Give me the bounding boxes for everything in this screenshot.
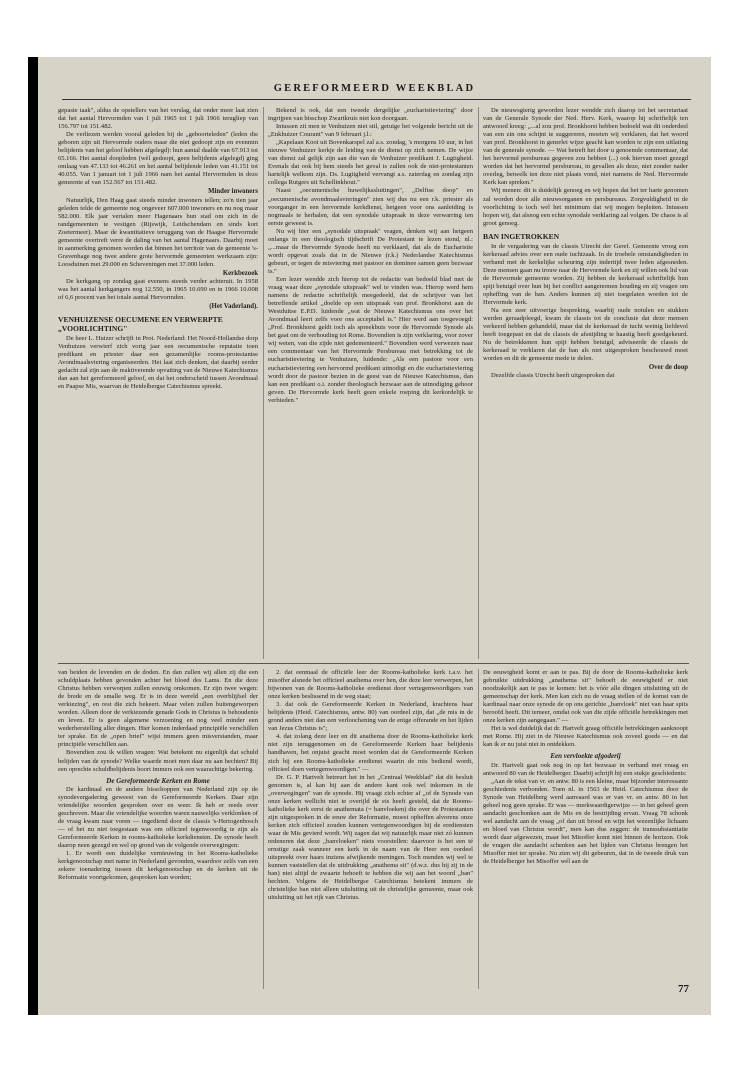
paragraph: „Kapelaan Koot uit Bovenkarspel zal a.s. zondag, 's morgens 10 uur, in het nieuwe Venhuizer kerkje de leiding van de dienst op zich nemen. De wijze van dienst zal gelijk zijn aan die van de Venhuizer predikant J. Lugtigheid. Evenals dat ook bij hem steeds het geval is zullen ook de niet-protestanten hartelijk welkom zijn. Ds. Lugtigheid vervangt a.s. zaterdag en zondag zijn collega Rutgers uit Schellinkhout." bbox=[268, 139, 473, 187]
paragraph: Nu wij hier een „synodale uitspraak" vragen, denken wij aan hetgeen onlangs in een theologisch tijdschrift De Protestant te lezen stond, nl.: „...maar de Hervormde Synode heeft nu verklaard, dat als de Eucharistie wordt opgevat zoals dat in de Nieuwe (r.k.) Nederlandse Katechismus gebeurt, er tegen de misviering met pastoor en dominee samen geen bezwaar is." bbox=[268, 227, 473, 275]
column-divider bbox=[263, 669, 264, 989]
subheading-vervloekte-afgoderij: Een vervloekte afgoderij bbox=[550, 752, 621, 761]
paragraph: Naast „oecumenische huwelijkssluitingen", „Delftse doop" en „oecumenische avondmaalsvieringen" zien wij dus nu een r.k. priester als voorganger in een hervormde kerkdienst, hetgeen voor ons aanleiding is nogmaals te herhalen, dat een synodale uitspraak in deze verwarring ten eerste geweest is. bbox=[268, 187, 473, 227]
column-1 bbox=[58, 107, 258, 659]
paragraph: van beiden de levenden en de doden. En dan zullen wij allen zij die een schuldplaats hebben gevonden achter het bloed des Lams. En die deze Christus hebben verworpen zullen eeuwig omkomen. Er zijn twee wegen: de brede en de smalle weg. Er is in deze wereld „een overblijfsel der verkiezing", en rest die zich bekeert. Maar velen zullen buitengeworpen worden. Alleen door de verkiezende genade Gods in Christus is behoudenis en leven. Er is geen algemene verzoening en nog veel minder een wederherstelling aller dingen. Hier komen inderdaad principiële verschillen ter sprake. En de „open brief" wijst immers geen misverstanden, maar principiële verschillen aan. bbox=[58, 669, 258, 749]
subheading-kerken-en-rome: De Gereformeerde Kerken en Rome bbox=[106, 776, 210, 785]
column-6 bbox=[483, 669, 688, 989]
header-rule bbox=[62, 99, 691, 100]
paragraph: Bekend is ook, dat een tweede dergelijke „eucharistieviering" door ingrijpen van bisschop Zwartkruis niet kon doorgaan. bbox=[268, 107, 473, 123]
column-4 bbox=[58, 669, 258, 989]
article-heading-venhuizen: VENHUIZENSE OECUMENE EN VERWERPTE „VOORLICHTING" bbox=[58, 315, 223, 334]
paragraph: Dr. G. P. Hartvelt betreurt het in het „Centraal Weekblad" dat dit besluit genomen is, al kan hij aan de andere kant ook wel inkomen in de „overwegingen" van de synode. Hij vraagt zich echter af „of de Synode van onze kerken wellicht niet te overijld de eis heeft gesteld, dat de Rooms-katholieke kerk eerst de anathemata (= banvloeken) die over de Protestanten zijn uitgesproken in de eeuw der Reformatie, moest opheffen alvorens onze kerken zich officieel zouden kunnen vertegenwoordigen bij de erediensten waar de Mis gevierd wordt. Wij zagen dat wij natuurlijk maar niet zó kunnen redeneren dat deze „banvloeken" niets voorstellen: daarvoor is het een té ernstige zaak wanneer een kerk in de naam van de Heer een oordeel uitspreekt over haars inziens afwijkende meningen. Toch menden wij wel te kunnen vaststellen dat de uitdrukking „anathema sit" (d.w.z. dus hij zij in de ban) niet altijd de zwaarte behoeft te hebben die wij aan het woord „ban" hechten. Volgens de Heidelbergse Catechismus betekent immers de christelijke ban niet alleen uitsluiting uit de christelijke gemeente, maar ook uitsluiting uit het rijk van Christus. bbox=[268, 773, 473, 902]
paragraph: gepaste taak", aldus de opstellers van het verslag, dat onder meer laat zien dat het aantal Hervormden van 1 juli 1965 tot 1 juli 1966 terugliep van 156.797 tot 151.482. bbox=[58, 107, 258, 131]
paragraph: Natuurlijk, Den Haag gaat steeds minder inwoners tellen; zo'n tien jaar geleden telde de gemeente nog ongeveer 607.000 inwoners en nu nog maar 582.000. Elk jaar vertalen meer Hagenaars hun stad om zich in de randgemeenten te vestigen (Rijswijk, Leidschendam en sinds kort Zoetermeer). Maar de kwantitatieve teruggang van de Haagse Hervormde gemeente overtreft verre de daling van het aantal Hagenaars. Daarbij moet in aanmerking genomen worden dat binnen het territoir van de gemeente 's-Gravenhage nog twee andere grote hervormde gemeenten werkzaam zijn: Loosduinen met 29.000 en Scheveningen met 37.000 leden. bbox=[58, 196, 258, 268]
paragraph: Dezelfde classis Utrecht heeft uitgesproken dat bbox=[491, 372, 615, 380]
paragraph: Het is wel duidelijk dat dr. Hartvelt graag officiële betrekkingen aanknoopt met Rome. Hij ziet in de Nieuwe Katechismus ook zoveel goeds — en dat kan ik er nu juist niet in ontdekken. bbox=[483, 725, 688, 749]
subheading-over-de-doop: Over de doop bbox=[648, 364, 688, 372]
paragraph: Bovendien zou ik willen vragen: Wat betekent nu eigenlijk dat schuld belijden van de synode? Welke waarde moet men daar nu aan hechten? Bij een oprechte schuldbelijdenis hoort immers ook een waarachtige bekering. bbox=[58, 749, 258, 773]
paragraph: In de vergadering van de classis Utrecht der Geref. Gemeente vroeg een kerkeraad advies over een oude tuchtzaak. In de troebele omstandigheden in verband met de kerkelijke scheuring zijn indertijd twee leden afgesneden. Deze mensen gaan nu trouw naar de Hervormde kerk en zij willen ook lid van de Hervormde gemeente worden. Zij hebben de kerkeraad schriftelijk hun spijt betuigd over hun bij het conflict aangenomen houding en zij vragen om opheffing van de ban. Anders kunnen zij niet toegelaten worden tot de Hervormde kerk. bbox=[483, 242, 688, 307]
subheading-minder-inwoners: Minder inwoners bbox=[208, 188, 258, 196]
paragraph: 1. Er wordt een duidelijke vernieuwing in het Rooms-katholieke kerkgenootschap met name in Nederland gevonden, waardoor zelfs van een zekere toenadering tussen dit kerkgenootschap en de kerken uit de Reformatie voortgekomen, gesproken kan worden; bbox=[58, 850, 258, 882]
newspaper-page bbox=[38, 57, 711, 1015]
paragraph: De nieuwsgierig geworden lezer wendde zich daarop tot het secretariaat van de Generale Synode der Ned. Herv. Kerk, waarop hij schriftelijk ten antwoord kreeg: „...al zou prof. Bronkhorst hebben bedoeld wat dit onderdeel van een zin ons schijnt te suggereren, moeten wij verklaren, dat het woord van prof. Bronkhorst in generlei wijze geacht kan worden te zijn een uitlating van de generale synode. — Wat betreft het door u genoemde commentaar, dat het hervormd persbureau gegeven zou hebben (...) ook hiervan moet gezegd worden dat het hervormd persbureau, in gevallen als deze, niet zonder nader overleg, betwelk ten deze niet plaats vond, niet namens de Ned. Hervormde Kerk kan spreken." bbox=[483, 107, 688, 187]
source-credit: (Het Vaderland). bbox=[209, 303, 258, 311]
running-header: GEREFORMEERD WEEKBLAD bbox=[273, 83, 476, 94]
paragraph: Wij menen: dit is duidelijk genoeg en wij hopen dat het ter harte genomen zal worden door alle nieuwsorganen en persbureaus. Zorgvuldigheid in de voorlichting is toch wel het minimum dat wij mogen bepleiten. Intussen hopen wij, dat alsnog een echte synodale verklaring zal volgen. De chaos is al groot genoeg. bbox=[483, 187, 688, 227]
column-3 bbox=[483, 107, 688, 659]
page-number: 77 bbox=[678, 983, 689, 995]
paragraph: De kardinaal en de andere bisschoppen van Nederland zijn op de synodevergadering geweest van de Gereformeerde Kerken. Daar zijn vriendelijke woorden gesproken over en weer. Ik heb er reeds over geschreven. Maar die vriendelijke woorden waren nauwelijks verklonken of de vraag kwam naar voren — ingediend door de classis 's-Hertogenbosch — of het nu niet toegestaan was om officieel tegenwoordig te zijn als Gereformeerde Kerken in rooms-katholieke kerkdiensten. De synode heeft daarop neen gezegd en wel op grond van de volgende overwegingen: bbox=[58, 785, 258, 849]
paragraph: De eeuwigheid komt er aan te pas. Bij de door de Rooms-katholieke kerk gebruikte uitdrukking „anathema sit" behoeft de eeuwigheid er niet noodzakelijk aan te pas te komen: het is vóór alle dingen uitsluiting uit de gemeenschap der kerk. Men kan zich nu de vraag stellen of de komst van de kardinaal naar onze synode de op ons gerichte „banvloek" niet van haar spits beroofd heeft. Dit temeer, omdat ook van die zijde officiële betrekkingen met onze kerken zijn aangegaan." — bbox=[483, 669, 688, 725]
column-2 bbox=[268, 107, 473, 659]
paragraph: „Aan de tekst van vr. en antw. 80 is een kleine, maar bijzonder interessante geschiedenis verbonden. Toen nl. in 1563 de Heid. Catechismus door de Synode van Heidelberg werd aanvaard was er van vr. en antw. 80 in het geheel nog geen sprake. Er was — merkwaardigerwijze — in het geheel geen aandacht geschonken aan de Mis en de bestrijding ervan. Vraag 78 schonk wel aandacht aan de vraag „of dan uit brood en wijn het wezenlijke lichaam en bloed van Christus wordt", men kan dus zeggen: de transsubstantiatie wordt daar afgewezen, maar het Misoffer komt niet binnen de horizon. Ook de vragen die aandacht schenken aan het lijden van Christus brengen het Misoffer niet ter sprake. Nu zien wij dit gebeuren, dat in de tweede druk van de Heidelberger het Misoffer wél aan de bbox=[483, 777, 688, 866]
paragraph: 4. dat zolang deze leer en dit anathema door de Rooms-katholieke kerk niet zijn teruggenomen en de Gereformeerde Kerken haar belijdenis handhaven, het onjuist geacht moet worden dat de Gereformeerde Kerken zich bij een Rooms-katholieke eredienst waarin de mis bediend wordt, officieel doen vertegenwoordigen." — bbox=[268, 733, 473, 773]
scanned-page-frame bbox=[28, 57, 711, 1015]
paragraph: De heer L. Huizer schrijft in Prot. Nederland: Het Noord-Hollandse dorp Venhuizen verwierf zich vorig jaar een oecumenische reputatie toen predikant en priester daar een gezamenlijke rooms-protestantse Avondmaalsviering organiseerden. Het laat zich denken, dat daarbij eerder gedacht zal zijn aan de reaktiverende opvatting van de Nieuwe Katechismus dan aan het gereformeerd geloof, en dat het onderscheid tussen Avondmaal en Paapse Mis, waarvan de Heidelbergse Catechismus spreekt. bbox=[58, 335, 258, 391]
paragraph: 2. dat eenmaal de officiële leer der Rooms-katholieke kerk t.a.v. het misoffer alsnede het officieel anathema over hen, die deze leer verwerpen, het bijwonen van de Rooms-katholieke eredienst door vertegenwoordigers van onze kerken beslissend in de weg staat; bbox=[268, 669, 473, 701]
paragraph: Intussen zit men te Venhuizen niet stil, getuige het volgende bericht uit de „Enkhuizer Courant" van 9 februari j.l.: bbox=[268, 123, 473, 139]
column-divider bbox=[478, 669, 479, 989]
paragraph: De kerkgang op zondag gaat evenens steeds verder achteruit. In 1958 was het aantal kerkgangers nog 12.550, in 1965 10.690 en in 1966 10.008 of 6,6 procent van het totale aantal Hervormden. bbox=[58, 277, 258, 302]
article-heading-ban-ingetrokken: BAN INGETROKKEN bbox=[483, 231, 560, 241]
paragraph: 3. dat ook de Gereformeerde Kerken in Nederland, krachtens haar belijdenis (Heid. Catechismus, antw. 80) van oordeel zijn, dat „de mis in de grond anders niet dan een verloochening van de enige offerande en het lijden van Jezus Christus is"; bbox=[268, 701, 473, 733]
column-5 bbox=[268, 669, 473, 989]
section-divider bbox=[58, 663, 689, 664]
paragraph: Na een zeer uitvoerige bespreking, waarbij oude notulen en stukken werden geraadpleegd, kwam de classis tot de conclusie dat deze mensen verkeerd hebben gehandeld, maar dat de kerkeraad de tucht weinig liefdevol heeft toegepast en dat de classis de afsnijding te haastig heeft goedgekeurd. Nu de betrokkenen hun spijt hebben betuigd, adviseerde de classis de kerkeraad te verklaren dat de ban als niet uitgesproken beschouwd moet worden en dit de gemeente mede te delen. bbox=[483, 307, 688, 363]
paragraph: De verliezen werden vooral geleden bij de „geboorteleden" (leden die geboren zijn uit Hervormde ouders maar die niet gedoopt zijn en evenmin belijdenis van het geloof hebben afgelegd): hun aantal daalde van 67.913 tot 65.166. Het aantal doopleden (wèl gedoopt, geen belijdenis afgelegd) ging omlaag van 47.133 tot 46.261 en het aantal belijdende leden van 41.151 tot 40.055. Van 1 januari tot 1 juli 1966 nam het aantal Hervormden in deze gemeente af van 152.567 tot 151.482. bbox=[58, 131, 258, 187]
column-divider bbox=[263, 107, 264, 659]
paragraph: Dr. Hartvelt gaat ook nog in op het bezwaar in verband met vraag en antwoord 80 van de Heidelberger. Daarbij schrijft hij een stukje geschiedenis: bbox=[483, 761, 688, 777]
subheading-kerkbezoek: Kerkbezoek bbox=[222, 269, 258, 277]
column-divider bbox=[478, 107, 479, 659]
paragraph: Een lezer wendde zich hierop tot de redactie van bedoeld blad met de vraag waar deze „synodale uitspraak" wel te vinden was. Hierop werd hem namens de redactie schriftelijk meegedeeld, dat de schrijver van het betreffende artikel „doelde op een uitspraak van prof. Bronkhorst aan de Westduitse E.P.D. luidende „wat de Nieuwe Katechismus ons over het Avondmaal leert zelfs voor ons acceptabel is." Hier werd aan toegevoegd: „Prof. Bronkhorst geldt toch als spreekbuis voor de Hervormde Synode als het gaat om de verhouding tot Rome. Bovendien is zijn verklaring, voor zover wij weten, van die zijde niet gedementeerd." Bovendien werd verwezen naar een commentaar van het Hervormde Persbureau met betrekking tot de eucharistieviering te Venhuizen, luidende: „Als een pastoor voor een eucharistieviering een hervormd predikant uitnodigt en die eucharistieviering wordt door de pastoor bezien in de geest van de Nieuwe Katechismus, dan kan een predikant o.i. zonder theologisch bezwaar aan de uitnodiging gehoor geven. De Hervormde kerk heeft geen enkele roeping dit kerkordelijk te verbieden." bbox=[268, 275, 473, 404]
